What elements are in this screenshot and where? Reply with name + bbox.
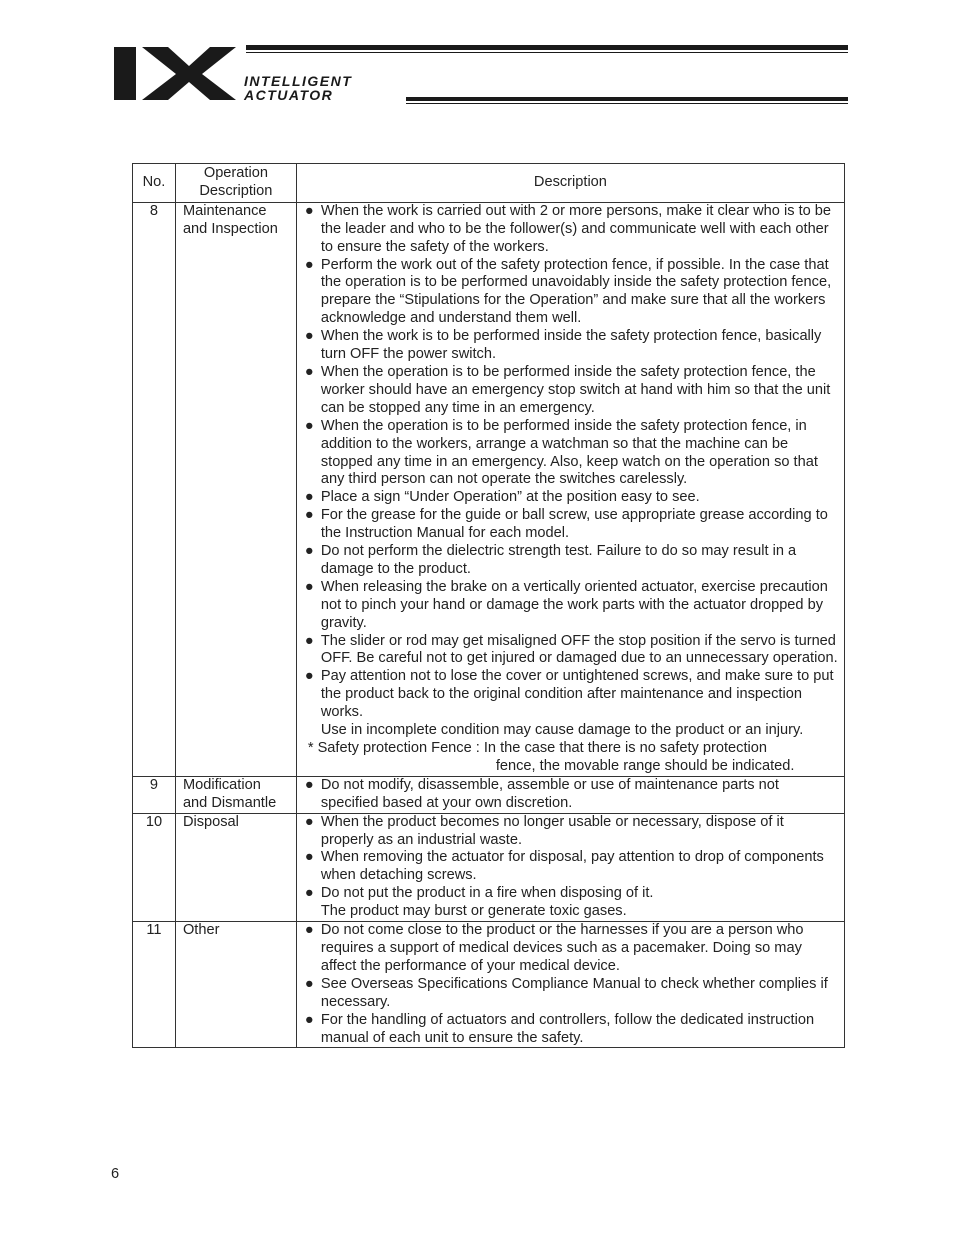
header-rule-top <box>246 45 848 50</box>
table-row <box>133 813 845 921</box>
bullet-icon: ● <box>304 256 314 273</box>
item-text: Do not put the product in a fire when disposing of it. <box>320 885 654 902</box>
header-rule-bottom <box>406 97 848 101</box>
header-rule-top-thin <box>246 52 848 53</box>
operation-name: Maintenance and Inspection <box>175 202 296 776</box>
footnote: * Safety protection Fence : In the case that there is no safety protection <box>307 740 767 756</box>
footnote-continued: fence, the movable range should be indicated. <box>495 757 795 774</box>
item-text: Do not perform the dielectric strength test. Failure to do so may result in a damage to the product. <box>320 543 797 577</box>
bullet-icon: ● <box>304 813 314 830</box>
bullet-icon: ● <box>304 632 314 649</box>
item-text: When the work is carried out with 2 or more persons, make it clear who is to be the leader and who to be the follower(s) and communicate well with each other to ensure the safety of the workers. <box>320 202 832 255</box>
table-header-row <box>133 164 845 203</box>
bullet-icon: ● <box>304 202 314 219</box>
item-text: Do not modify, disassemble, assemble or use of maintenance parts not specified based at your own discretion. <box>320 776 779 811</box>
item-text: For the handling of actuators and controllers, follow the dedicated instruction manual of each unit to ensure the safety. <box>320 1011 815 1046</box>
bullet-icon: ● <box>304 776 314 793</box>
item-text: When the work is to be performed inside the safety protection fence, basically turn OFF the power switch. <box>320 328 822 363</box>
bullet-icon: ● <box>304 885 314 902</box>
list-item <box>305 489 838 507</box>
table-row <box>133 922 845 1048</box>
safety-table <box>132 163 845 1048</box>
operation-name: Disposal <box>175 813 296 921</box>
list-item <box>305 976 838 1012</box>
list-item <box>305 257 838 329</box>
description-cell <box>296 202 844 776</box>
bullet-icon: ● <box>304 1011 314 1028</box>
item-text: When the operation is to be performed inside the safety protection fence, in addition to the workers, arrange a watchman so that the machine can be stopped any time in an emergency. Also, keep watch on the operation so that any third person can not operate the switches carelessly. <box>320 417 818 488</box>
brand-line-2: ACTUATOR <box>244 87 334 103</box>
list-item <box>305 203 838 257</box>
header-rule-bottom-thin <box>406 103 848 104</box>
item-note: Use in incomplete condition may cause damage to the product or an injury. <box>320 722 804 739</box>
ix-logo <box>112 44 852 110</box>
description-cell <box>296 813 844 921</box>
operation-name: Modification and Dismantle <box>175 776 296 813</box>
description-cell <box>296 922 844 1048</box>
list-item <box>305 507 838 543</box>
bullet-icon: ● <box>304 543 314 560</box>
item-text: Place a sign “Under Operation” at the position easy to see. <box>320 489 700 506</box>
list-item <box>305 418 838 490</box>
row-number: 9 <box>133 776 176 813</box>
list-item <box>305 668 838 722</box>
list-item <box>305 633 838 669</box>
bullet-icon: ● <box>304 668 314 685</box>
item-text: The slider or rod may get misaligned OFF the stop position if the servo is turned OFF. Be careful not to get injured or damaged due to an unnecessary operation. <box>320 632 838 667</box>
list-item <box>305 777 838 813</box>
item-text: Pay attention not to lose the cover or untightened screws, and make sure to put the product back to the original condition after maintenance and inspection works. <box>320 668 834 721</box>
row-number: 8 <box>133 202 176 776</box>
header-no: No. <box>133 164 176 203</box>
table-body <box>133 202 845 1048</box>
operation-name: Other <box>175 922 296 1048</box>
header-description: Description <box>296 164 844 203</box>
list-item <box>305 364 838 418</box>
description-cell <box>296 776 844 813</box>
brand-name <box>244 74 352 102</box>
table-row <box>133 202 845 776</box>
item-text: See Overseas Specifications Compliance Manual to check whether complies if necessary. <box>320 975 828 1010</box>
item-text: When the product becomes no longer usable or necessary, dispose of it properly as an industrial waste. <box>320 813 784 848</box>
item-text: For the grease for the guide or ball screw, use appropriate grease according to the Instruction Manual for each model. <box>320 507 828 542</box>
header-operation: Operation Description <box>175 164 296 203</box>
bullet-icon: ● <box>304 975 314 992</box>
item-text: Perform the work out of the safety protection fence, if possible. In the case that the operation is to be performed unavoidably inside the safety protection fence, prepare the “Stipulations for the Operation” and make sure that all the workers acknowledge and understand them well. <box>320 256 832 327</box>
list-item <box>305 1012 838 1048</box>
list-item <box>305 922 838 976</box>
table-row <box>133 776 845 813</box>
brand-line-1: INTELLIGENT <box>244 73 353 89</box>
item-text: When releasing the brake on a vertically oriented actuator, exercise precaution not to pinch your hand or damage the work parts with the actuator dropped by gravity. <box>320 578 828 631</box>
list-item <box>305 579 838 633</box>
bullet-icon: ● <box>304 578 314 595</box>
row-number: 10 <box>133 813 176 921</box>
list-item <box>305 543 838 579</box>
row-number: 11 <box>133 922 176 1048</box>
bullet-icon: ● <box>304 363 314 380</box>
list-item <box>305 849 838 885</box>
bullet-icon: ● <box>304 922 314 939</box>
bullet-icon: ● <box>304 328 314 345</box>
item-text: When removing the actuator for disposal, pay attention to drop of components when detaching screws. <box>320 849 824 884</box>
page-number: 6 <box>111 1166 120 1182</box>
item-text: When the operation is to be performed inside the safety protection fence, the worker should have an emergency stop switch at hand with him so that the unit can be stopped any time in an emergency. <box>320 363 831 416</box>
item-note: The product may burst or generate toxic gases. <box>320 903 627 920</box>
bullet-icon: ● <box>304 507 314 524</box>
list-item <box>305 885 838 903</box>
list-item <box>305 328 838 364</box>
bullet-icon: ● <box>304 849 314 866</box>
bullet-icon: ● <box>304 417 314 434</box>
list-item <box>305 814 838 850</box>
item-text: Do not come close to the product or the harnesses if you are a person who requires a support of medical devices such as a pacemaker. Doing so may affect the performance of your medical device. <box>320 922 804 974</box>
ix-logo-icon <box>112 44 240 102</box>
bullet-icon: ● <box>304 489 314 506</box>
